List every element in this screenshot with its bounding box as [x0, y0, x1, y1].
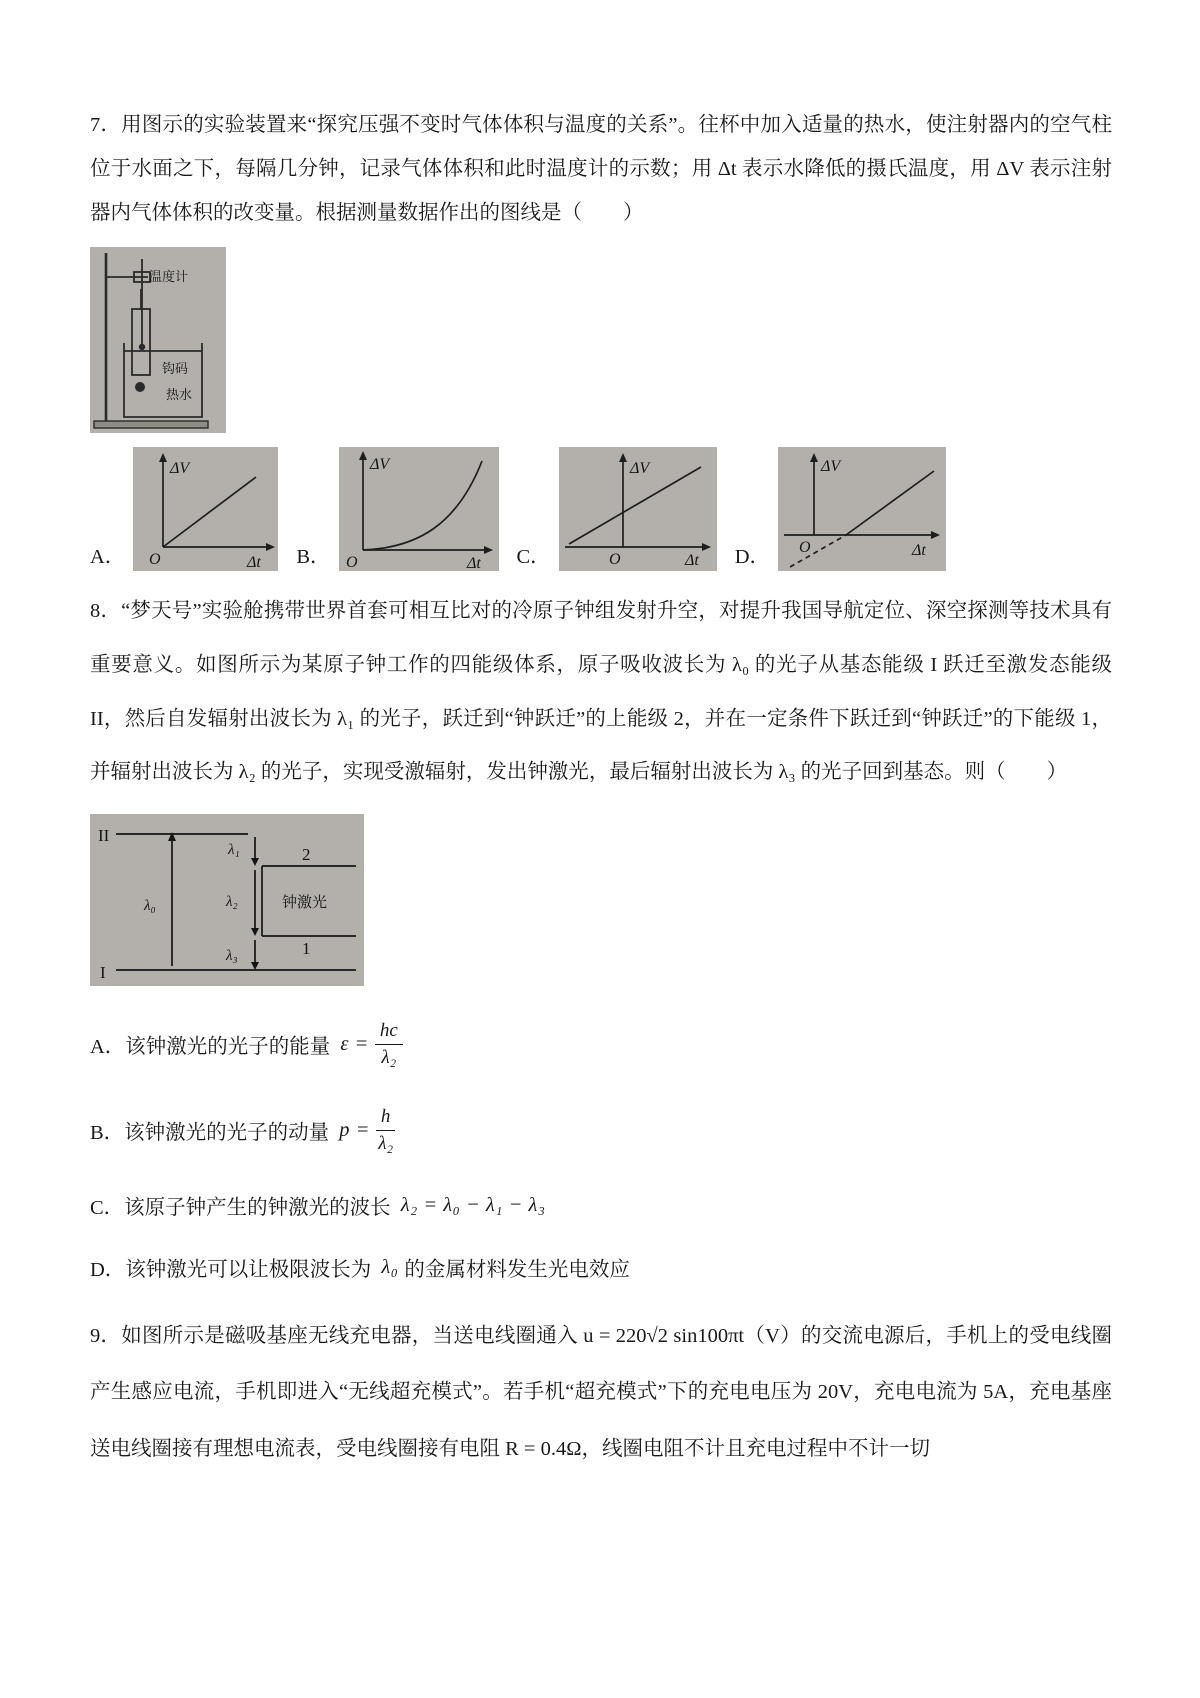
q8-option-a-lhs: ε = [340, 1032, 369, 1055]
graph-c-plot [559, 447, 717, 571]
graph-a-ylabel: ΔV [170, 460, 190, 478]
graph-b-plot [339, 447, 499, 571]
graph-a-plot [133, 447, 278, 571]
q8-option-b-text: B．该钟激光的光子的动量 [90, 1122, 330, 1144]
graph-a-origin: O [149, 551, 161, 569]
q8-option-a-fraction [375, 1019, 403, 1070]
q8-option-c-text: C．该原子钟产生的钟激光的波长 [90, 1197, 391, 1219]
q8-energy-diagram [90, 814, 364, 986]
lambda0-label: λ₀ [144, 898, 156, 914]
graph-d-xlabel: Δt [912, 542, 926, 560]
q7-graph-options [90, 447, 1112, 571]
graph-b-xlabel: Δt [466, 555, 481, 572]
graph-a-xlabel: Δt [247, 554, 262, 572]
graph-d-ylabel: ΔV [821, 458, 841, 476]
graph-d-plot [778, 447, 946, 571]
graph-c-xlabel: Δt [684, 552, 699, 570]
fraction-numerator: hc [375, 1019, 403, 1045]
weight-dot [135, 382, 145, 392]
q8-option-b [90, 1102, 1112, 1158]
energy-level-drawing [90, 814, 364, 986]
apparatus-drawing [90, 247, 226, 433]
lambda2-label: λ₂ [226, 894, 238, 910]
apparatus-label-thermometer: 温度计 [149, 269, 189, 285]
graph-c-origin: O [608, 551, 621, 569]
q8-option-d-lambda: λ₀ [381, 1255, 399, 1278]
graph-c-ylabel: ΔV [629, 460, 649, 478]
fraction-numerator: h [376, 1105, 396, 1131]
clock-laser-label: 钟激光 [282, 895, 328, 911]
question-8 [90, 585, 1112, 1282]
q7-text: 7．用图示的实验装置来“探究压强不变时气体体积与温度的关系”。往杯中加入适量的热水，使注射器内的空气柱位于水面之下，每隔几分钟，记录气体体积和此时温度计的示数；用 Δt 表示水降低的摄氏温度，用 ΔV 表示注射器内气体体积的改变量。根据测量数据作出的图线是（ ） [90, 114, 1112, 225]
fraction-denominator: λ₂ [378, 1132, 394, 1154]
q7-option-a-label: A． [90, 546, 126, 569]
q8-option-d-suffix: 的金属材料发生光电效应 [404, 1259, 630, 1281]
q7-option-d-label: D． [734, 546, 770, 569]
question-7 [90, 103, 1112, 571]
q8-option-b-lhs: p = [339, 1118, 370, 1141]
q7-graph-d [778, 447, 946, 571]
q7-option-b-label: B． [296, 546, 331, 569]
lambda3-label: λ₃ [226, 948, 238, 964]
q9-text: 9．如图所示是磁吸基座无线充电器，当送电线圈通入 u = 220√2 sin100πt（V）的交流电源后，手机上的受电线圈产生感应电流，手机即进入“无线超充模式”。若手机“超充模式”下的充电电压为 20V，充电电流为 5A，充电基座送电线圈接有理想电流表，受电线圈接有电阻 R = 0.4Ω，线圈电阻不计且充电过程中不计一切 [90, 1325, 1112, 1460]
lambda1-label: λ₁ [228, 842, 240, 858]
q8-option-c-formula: λ₂ = λ₀ − λ₁ − λ₃ [400, 1193, 546, 1216]
question-9 [90, 1308, 1112, 1477]
q8-option-d-text: D．该钟激光可以让极限波长为 [90, 1259, 372, 1281]
apparatus-label-water: 热水 [166, 387, 193, 403]
q8-option-a-text: A．该钟激光的光子的能量 [90, 1036, 331, 1058]
q8-option-a [90, 1016, 1112, 1072]
q7-apparatus-figure [90, 247, 226, 433]
level-2-label: 2 [302, 845, 311, 864]
q7-graph-a [133, 447, 278, 571]
q8-option-b-fraction [376, 1105, 396, 1156]
level-II-label: II [98, 826, 110, 845]
level-1-label: 1 [302, 939, 311, 958]
graph-d-origin: O [799, 539, 811, 557]
q8-option-c [90, 1190, 1112, 1220]
graph-b-origin: O [345, 554, 358, 572]
fraction-denominator: λ₂ [381, 1046, 397, 1068]
graph-b-ylabel: ΔV [369, 456, 389, 474]
thermometer-bulb [139, 344, 145, 350]
q8-text: 8．“梦天号”实验舱携带世界首套可相互比对的冷原子钟组发射升空，对提升我国导航定位、深空探测等技术具有重要意义。如图所示为某原子钟工作的四能级体系，原子吸收波长为 λ₀ 的光子从基态能级 I 跃迁至激发态能级 II，然后自发辐射出波长为 λ₁ 的光子，跃迁到“钟跃迁”的上能级 2，并在一定条件下跃迁到“钟跃迁”的下能级 1，并辐射出波长为 λ₂ 的光子，实现受激辐射，发出钟激光，最后辐射出波长为 λ₃ 的光子回到基态。则（ ） [90, 600, 1112, 784]
q7-graph-c [559, 447, 717, 571]
q7-option-c-label: C． [516, 546, 551, 569]
q8-option-d [90, 1252, 1112, 1282]
level-I-label: I [100, 963, 106, 982]
apparatus-label-weight: 钩码 [162, 361, 189, 377]
q7-graph-b [339, 447, 499, 571]
